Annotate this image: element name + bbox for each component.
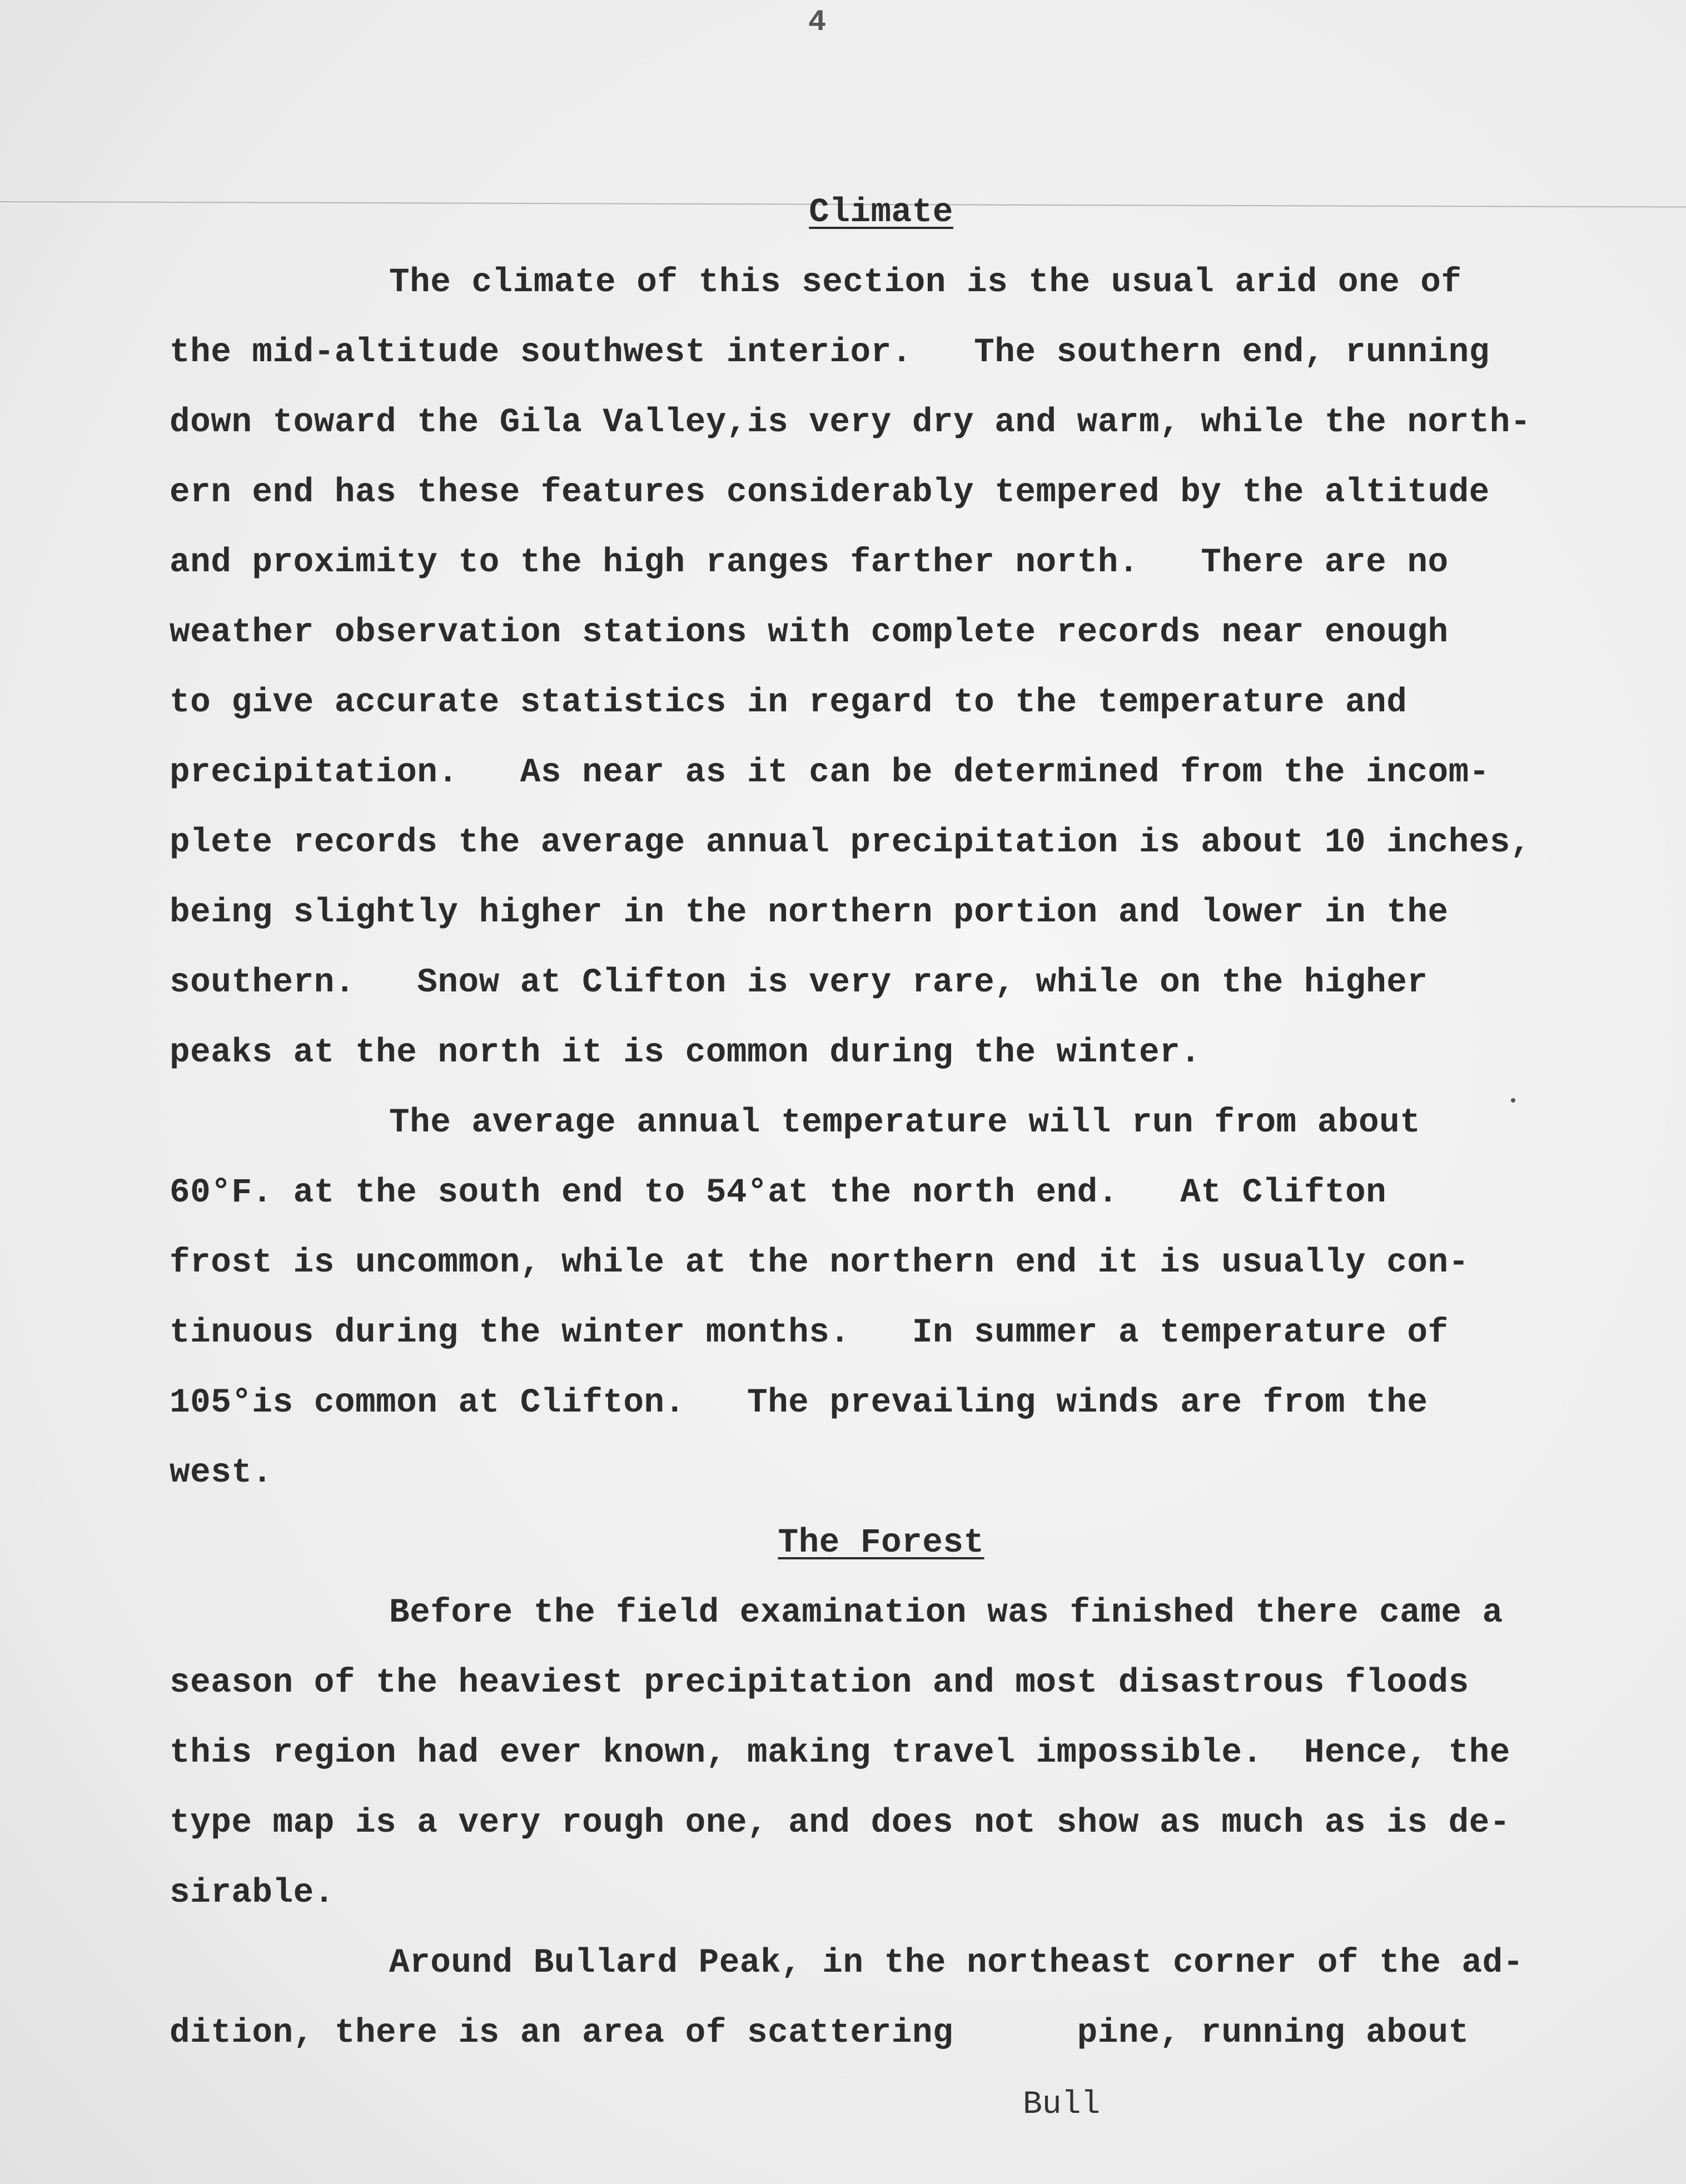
text-line: to give accurate statistics in regard to the temperature and [170, 684, 1408, 722]
text-line: and proximity to the high ranges farther north. There are no [170, 543, 1449, 582]
text-line: season of the heaviest precipitation and most disastrous floods [170, 1664, 1469, 1702]
text-line: frost is uncommon, while at the northern end it is usually con- [170, 1244, 1469, 1282]
text-line: dition, there is an area of scattering pine, running about [170, 2014, 1469, 2052]
heading-climate: Climate [809, 193, 953, 232]
typewritten-body [170, 178, 1593, 2068]
text-line: weather observation stations with complete records near enough [170, 614, 1449, 652]
text-line: Around Bullard Peak, in the northeast corner of the ad- [389, 1944, 1524, 1982]
text-line: Before the field examination was finished there came a [389, 1594, 1503, 1632]
text-line: 60°F. at the south end to 54°at the north end. At Clifton [170, 1174, 1387, 1212]
text-line: precipitation. As near as it can be determined from the incom- [170, 754, 1490, 792]
text-line: this region had ever known, making travel impossible. Hence, the [170, 1734, 1510, 1772]
ink-dot [1511, 1098, 1515, 1103]
text-line: southern. Snow at Clifton is very rare, while on the higher [170, 964, 1428, 1002]
text-line: 105°is common at Clifton. The prevailing winds are from the [170, 1384, 1428, 1422]
text-line: down toward the Gila Valley,is very dry and warm, while the north- [170, 403, 1531, 442]
text-line: sirable. [170, 1874, 335, 1912]
text-line: west. [170, 1454, 273, 1492]
text-line: The average annual temperature will run from about [389, 1104, 1421, 1142]
text-line: type map is a very rough one, and does not show as much as is de- [170, 1804, 1510, 1842]
text-line: being slightly higher in the northern portion and lower in the [170, 894, 1449, 932]
heading-the-forest: The Forest [778, 1524, 984, 1562]
page-number: 4 [808, 6, 827, 39]
text-line: plete records the average annual precipitation is about 10 inches, [170, 824, 1531, 862]
text-line: tinuous during the winter months. In summer a temperature of [170, 1314, 1449, 1352]
text-line: ern end has these features considerably tempered by the altitude [170, 473, 1490, 512]
text-line: the mid-altitude southwest interior. The southern end, running [170, 333, 1490, 372]
text-line: peaks at the north it is common during the winter. [170, 1034, 1201, 1072]
handwritten-insert: Bull [1023, 2087, 1101, 2123]
text-line: The climate of this section is the usual arid one of [389, 263, 1462, 302]
